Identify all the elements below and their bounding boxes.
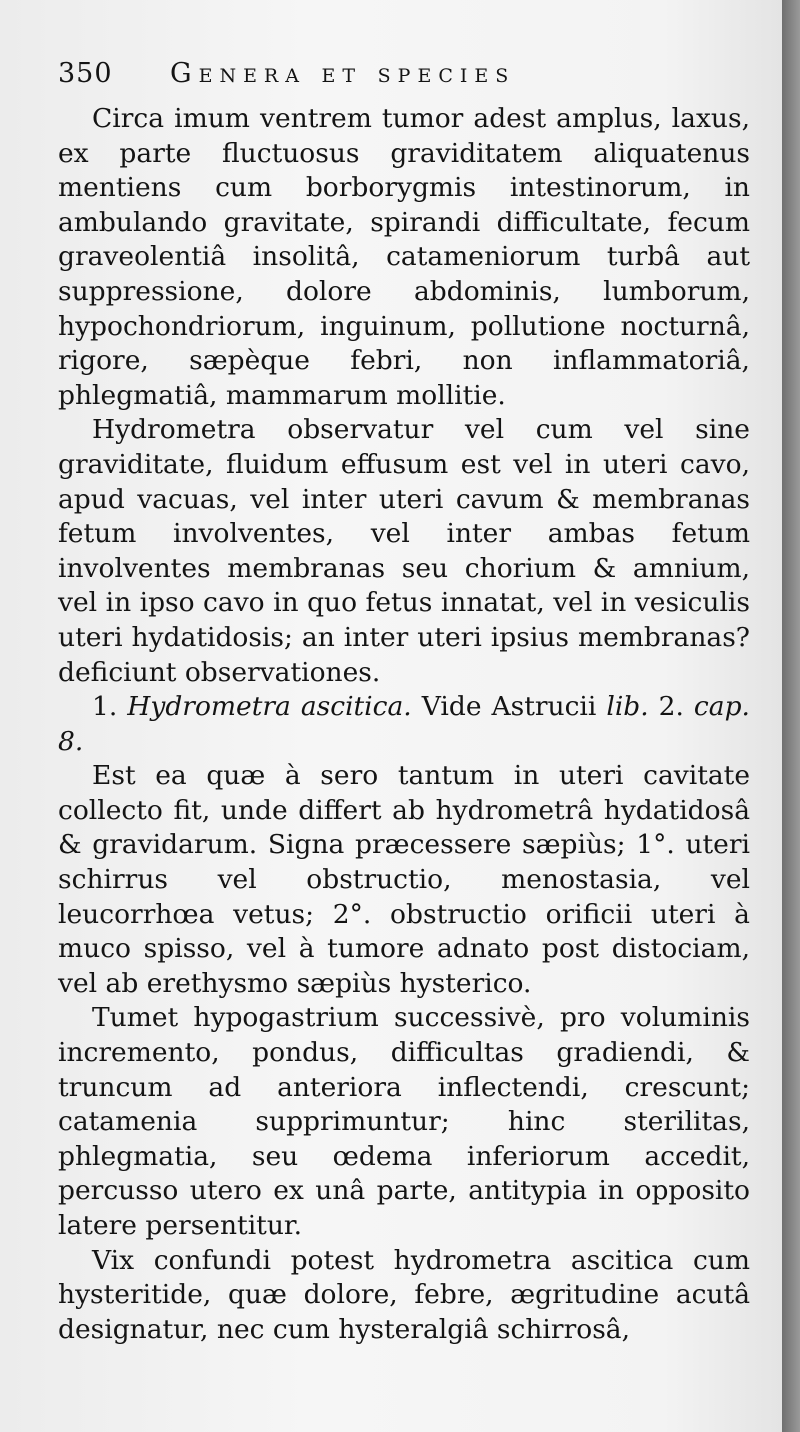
- running-head: Genera et species: [170, 58, 516, 89]
- paragraph-2: Hydrometra observatur vel cum vel sine graviditate, fluidum effusum est vel in uteri cavo, apud vacuas, vel inter uteri cavum & membranas fetum involventes, vel inter ambas fetum involventes membranas seu chorium & amnium, vel in ipso cavo in quo fetus innatat, vel in vesiculis uteri hydatidosis; an inter uteri ipsius membranas? deficiunt observationes.: [58, 414, 750, 688]
- paragraph-3: Est ea quæ à sero tantum in uteri cavitate collecto fit, unde differt ab hydrometrâ hydatidosâ & gravidarum. Signa præcessere sæpiùs; 1°. uteri schirrus vel obstructio, menostasia, vel leucorrhœa vetus; 2°. obstructio orificii uteri à muco spisso, vel à tumore adnato post distociam, vel ab erethysmo sæpiùs hysterico.: [58, 760, 750, 999]
- section-title: Hydrometra ascitica.: [127, 691, 412, 723]
- section-chapter: cap. 8.: [58, 691, 750, 757]
- page-edge-shadow: [782, 0, 800, 1432]
- section-reference: Vide Astrucii: [421, 691, 597, 723]
- section-heading: [58, 690, 750, 759]
- body-text: [58, 102, 750, 1347]
- section-number: 1.: [92, 691, 118, 723]
- page-header: [58, 58, 752, 102]
- paragraph-5: Vix confundi potest hydrometra ascitica cum hysteritide, quæ dolore, febre, ægritudine acutâ designatur, nec cum hysteralgiâ schirrosâ,: [58, 1244, 750, 1345]
- paragraph-4: Tumet hypogastrium successivè, pro voluminis incremento, pondus, difficultas gradiendi, & truncum ad anteriora inflectendi, crescunt; catamenia supprimuntur; hinc sterilitas, phlegmatia, seu œdema inferiorum accedit, percusso utero ex unâ parte, antitypia in opposito latere persentitur.: [58, 1002, 750, 1241]
- paragraph-1: Circa imum ventrem tumor adest amplus, laxus, ex parte fluctuosus graviditatem aliquatenus mentiens cum borborygmis intestinorum, in ambulando gravitate, spirandi difficultate, fecum graveolentiâ insolitâ, catameniorum turbâ aut suppressione, dolore abdominis, lumborum, hypochondriorum, inguinum, pollutione nocturnâ, rigore, sæpèque febri, non inflammatoriâ, phlegmatiâ, mammarum mollitie.: [58, 103, 750, 411]
- section-lib-number: 2.: [658, 691, 684, 723]
- page-number: 350: [58, 58, 113, 89]
- section-lib: lib.: [606, 691, 649, 723]
